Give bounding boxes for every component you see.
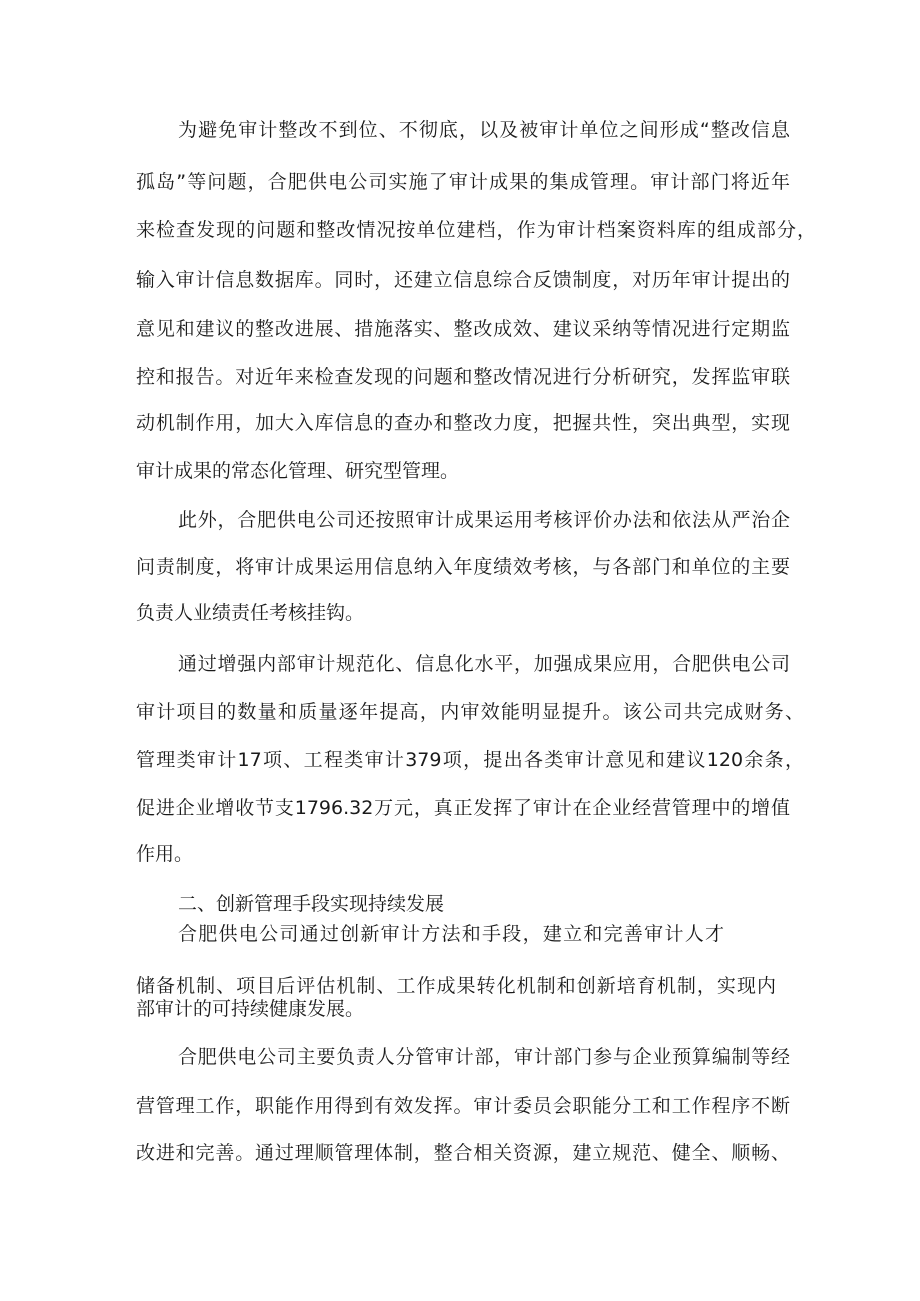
- paragraph-1-line-4: 输入审计信息数据库。同时，还建立信息综合反馈制度，对历年审计提出的: [136, 269, 790, 291]
- paragraph-4-line-1: 合肥供电公司通过创新审计方法和手段，建立和完善审计人才: [178, 923, 724, 945]
- paragraph-1-line-5: 意见和建议的整改进展、措施落实、整改成效、建议采纳等情况进行定期监: [136, 318, 790, 340]
- paragraph-1-line-6: 控和报告。对近年来检查发现的问题和整改情况进行分析研究，发挥监审联: [136, 366, 790, 388]
- paragraph-4-line-3: 部审计的可持续健康发展。: [136, 998, 365, 1020]
- paragraph-4-line-2: 储备机制、项目后评估机制、工作成果转化机制和创新培育机制，实现内: [136, 975, 776, 997]
- paragraph-1-line-3: 来检查发现的问题和整改情况按单位建档，作为审计档案资料库的组成部分，: [136, 219, 816, 241]
- section-heading: 二、创新管理手段实现持续发展: [178, 893, 445, 915]
- paragraph-2-line-2: 问责制度，将审计成果运用信息纳入年度绩效考核，与各部门和单位的主要: [136, 556, 790, 578]
- paragraph-3-line-3: 管理类审计17项、工程类审计379项，提出各类审计意见和建议120余条，: [136, 749, 804, 771]
- paragraph-1-line-7: 动机制作用，加大入库信息的查办和整改力度，把握共性，突出典型，实现: [136, 412, 790, 434]
- paragraph-3-line-4: 促进企业增收节支1796.32万元，真正发挥了审计在企业经营管理中的增值: [136, 797, 790, 819]
- paragraph-2-line-3: 负责人业绩责任考核挂钩。: [136, 602, 365, 624]
- paragraph-3-line-2: 审计项目的数量和质量逐年提高，内审效能明显提升。该公司共完成财务、: [136, 701, 804, 723]
- paragraph-2-line-1: 此外，合肥供电公司还按照审计成果运用考核评价办法和依法从严治企: [178, 509, 790, 531]
- paragraph-5-line-2: 营管理工作，职能作用得到有效发挥。审计委员会职能分工和工作程序不断: [136, 1095, 790, 1117]
- paragraph-1-line-1: 为避免审计整改不到位、不彻底，以及被审计单位之间形成“整改信息: [178, 119, 790, 141]
- paragraph-5-line-1: 合肥供电公司主要负责人分管审计部，审计部门参与企业预算编制等经: [178, 1046, 790, 1068]
- paragraph-5-line-3: 改进和完善。通过理顺管理体制，整合相关资源，建立规范、健全、顺畅、: [136, 1142, 790, 1164]
- paragraph-1-line-2: 孤岛”等问题，合肥供电公司实施了审计成果的集成管理。审计部门将近年: [136, 171, 790, 193]
- paragraph-1-line-8: 审计成果的常态化管理、研究型管理。: [136, 460, 460, 482]
- paragraph-3-line-5: 作用。: [136, 843, 194, 865]
- paragraph-3-line-1: 通过增强内部审计规范化、信息化水平，加强成果应用，合肥供电公司: [178, 653, 790, 675]
